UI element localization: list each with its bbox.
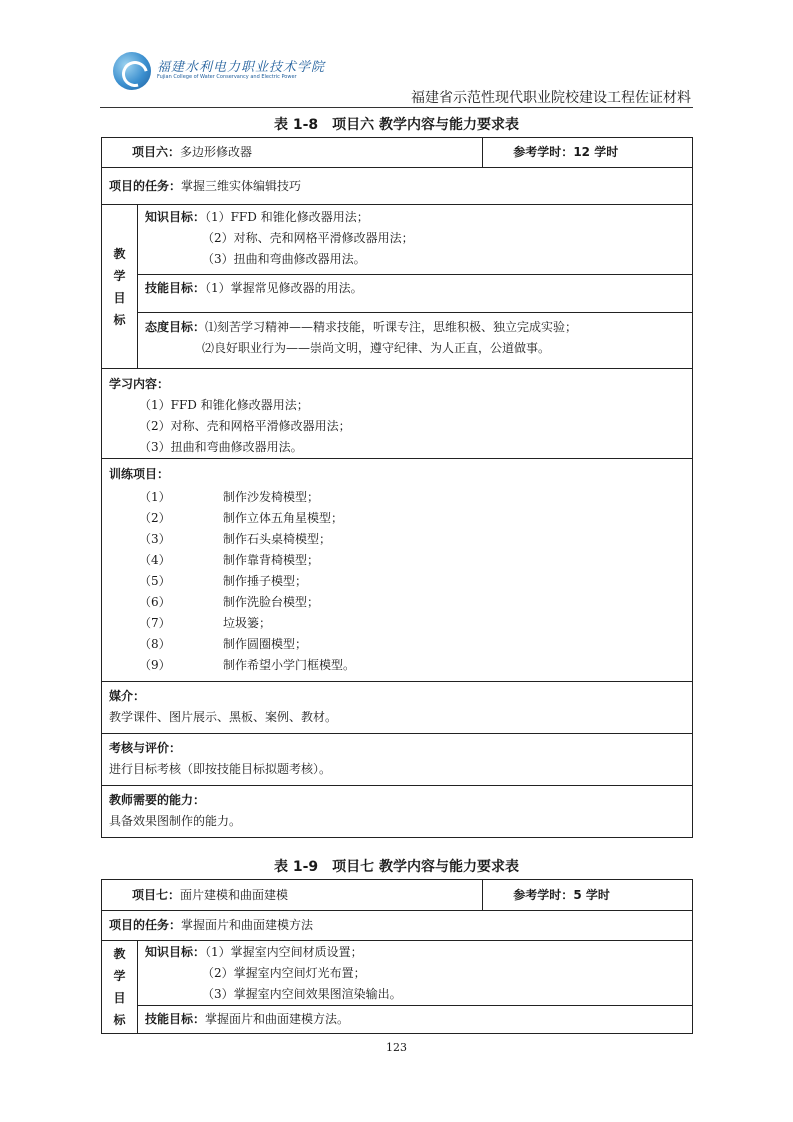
- goals-vertical-label: 教 学 目 标: [102, 205, 138, 369]
- content-item: （1）FFD 和锥化修改器用法；: [139, 398, 309, 412]
- logo-chinese-name: 福建水利电力职业技术学院: [157, 60, 326, 75]
- table2: [101, 879, 693, 1034]
- training-item: （6） 制作洗脸台模型；: [139, 595, 320, 609]
- table1: [101, 137, 693, 838]
- assess-label: 考核与评价：: [109, 741, 182, 755]
- table2-caption: 表 1-9 项目七 教学内容与能力要求表: [273, 859, 520, 875]
- header-divider: [100, 107, 693, 108]
- content-item: （3）扭曲和弯曲修改器用法。: [139, 440, 303, 454]
- knowledge-goals-cell: [137, 205, 692, 275]
- hours-value: 5 学时: [573, 887, 610, 902]
- skill-goals-cell: [137, 1006, 692, 1034]
- training-cell: [102, 459, 693, 682]
- knowledge-item: （2）对称、壳和网格平滑修改器用法；: [201, 231, 414, 245]
- media-label: 媒介：: [109, 689, 146, 703]
- task-label: 项目的任务：: [109, 178, 182, 193]
- attitude-item: ⑴刻苦学习精神——精求技能，听课专注，思维积极、独立完成实验；: [204, 320, 577, 334]
- project-cell: [102, 880, 483, 911]
- hours-cell: [483, 138, 693, 168]
- knowledge-item: （1）FFD 和锥化修改器用法；: [204, 210, 369, 224]
- task-label: 项目的任务：: [109, 918, 182, 932]
- media-value: 教学课件、图片展示、黑板、案例、教材。: [109, 710, 338, 724]
- hours-label: 参考学时：: [513, 887, 574, 902]
- task-value: 掌握三维实体编辑技巧: [181, 178, 302, 193]
- skill-value: 掌握面片和曲面建模方法。: [204, 1012, 349, 1026]
- training-item: （3） 制作石头桌椅模型；: [139, 532, 332, 546]
- content-item: （2）对称、壳和网格平滑修改器用法；: [139, 419, 351, 433]
- teacher-ability-cell: [102, 786, 693, 838]
- teacher-value: 具备效果图制作的能力。: [109, 814, 242, 828]
- task-cell: [102, 168, 693, 205]
- logo-english-name: Fujian College of Water Conservancy and Electric Power: [157, 74, 297, 80]
- goals-vertical-label: 教 学 目 标: [102, 941, 138, 1034]
- attitude-goals-cell: [137, 313, 692, 369]
- knowledge-item: （2）掌握室内空间灯光布置；: [201, 966, 366, 980]
- training-item: （1） 制作沙发椅模型；: [139, 490, 320, 504]
- knowledge-label: 知识目标：: [144, 945, 205, 959]
- skill-label: 技能目标：: [144, 1012, 205, 1026]
- header-title: 福建省示范性现代职业院校建设工程佐证材料: [411, 90, 691, 106]
- teacher-label: 教师需要的能力：: [109, 793, 206, 807]
- hours-value: 12 学时: [573, 145, 619, 159]
- training-item: （8） 制作圆圈模型；: [139, 637, 308, 651]
- learning-content-cell: [102, 369, 693, 459]
- training-item: （7） 垃圾篓；: [139, 616, 272, 630]
- college-logo: [113, 52, 326, 92]
- assessment-cell: [102, 734, 693, 786]
- table1-caption: 表 1-8 项目六 教学内容与能力要求表: [273, 117, 520, 133]
- task-cell: [102, 911, 693, 941]
- training-item: （9） 制作希望小学门框模型。: [139, 658, 356, 672]
- skill-goals-cell: [137, 275, 692, 313]
- training-item: （5） 制作捶子模型；: [139, 574, 308, 588]
- task-value: 掌握面片和曲面建模方法: [181, 918, 314, 932]
- project-cell: [102, 138, 483, 168]
- knowledge-item: （3）扭曲和弯曲修改器用法。: [201, 252, 366, 266]
- hours-label: 参考学时：: [513, 145, 574, 159]
- media-cell: [102, 682, 693, 734]
- project-value: 多边形修改器: [180, 145, 253, 159]
- knowledge-label: 知识目标：: [144, 210, 205, 224]
- content-label: 学习内容：: [109, 377, 170, 391]
- skill-label: 技能目标：: [144, 281, 205, 295]
- knowledge-item: （1）掌握室内空间材质设置；: [204, 945, 363, 959]
- knowledge-goals-cell: [137, 941, 692, 1006]
- training-item: （4） 制作靠背椅模型；: [139, 553, 320, 567]
- training-item: （2） 制作立体五角星模型；: [139, 511, 344, 525]
- training-label: 训练项目：: [109, 467, 170, 481]
- assess-value: 进行目标考核（即按技能目标拟题考核）。: [109, 762, 332, 776]
- attitude-label: 态度目标：: [144, 320, 205, 334]
- attitude-item: ⑵良好职业行为——崇尚文明，遵守纪律、为人正直，公道做事。: [201, 341, 550, 355]
- page-number: 123: [386, 1041, 407, 1054]
- knowledge-item: （3）掌握室内空间效果图渲染输出。: [201, 987, 402, 1001]
- hours-cell: [483, 880, 693, 911]
- project-value: 面片建模和曲面建模: [180, 887, 289, 902]
- logo-emblem-icon: [113, 52, 151, 90]
- skill-item: （1）掌握常见修改器的用法。: [204, 281, 363, 295]
- project-label: 项目六：: [132, 145, 181, 159]
- project-label: 项目七：: [132, 887, 181, 902]
